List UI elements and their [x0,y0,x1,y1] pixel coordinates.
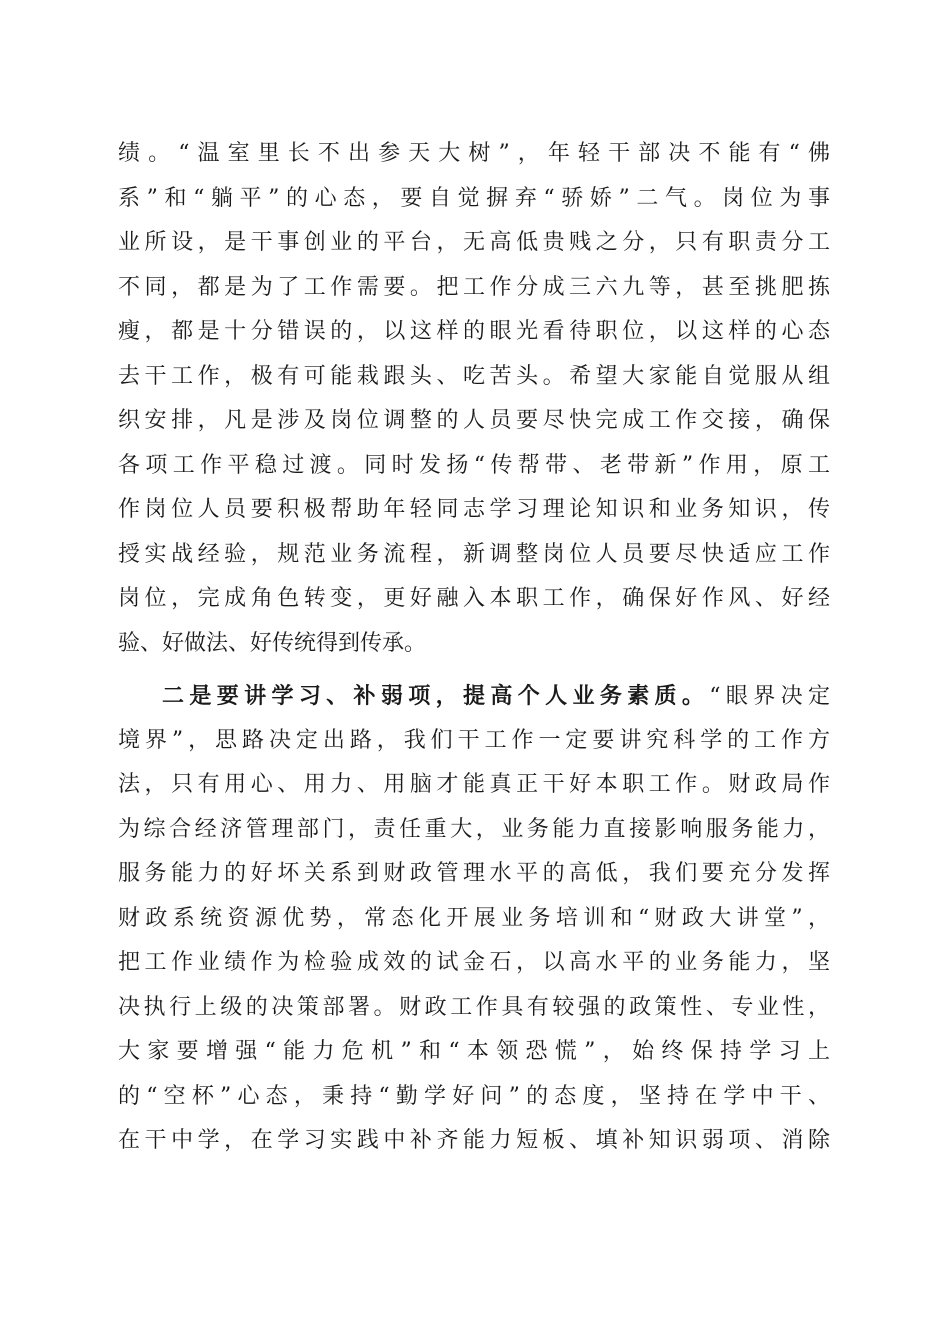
text-line: 验、好做法、好传统得到传承。 [118,630,427,656]
text-line: 在干中学，在学习实践中补齐能力短板、填补知识弱项、消除 [118,1128,830,1153]
text-line: 财政系统资源优势，常态化开展业务培训和“财政大讲堂”， [118,905,830,931]
text-line: 决执行上级的决策部署。财政工作具有较强的政策性、专业性， [118,994,830,1020]
text-line: 授实战经验，规范业务流程，新调整岗位人员要尽快适应工作 [118,541,830,567]
text-line: 系”和“躺平”的心态，要自觉摒弃“骄娇”二气。岗位为事 [118,185,830,211]
text-line: 境界”，思路决定出路，我们干工作一定要讲究科学的工作方 [118,727,830,753]
text-line: 的“空杯”心态，秉持“勤学好问”的态度，坚持在学中干、 [118,1083,830,1109]
text-line: 去干工作，极有可能栽跟头、吃苦头。希望大家能自觉服从组 [118,363,830,389]
text-line: 织安排，凡是涉及岗位调整的人员要尽快完成工作交接，确保 [118,408,830,433]
text-line: 不同，都是为了工作需要。把工作分成三六九等，甚至挑肥拣 [118,274,830,300]
text-line: 法，只有用心、用力、用脑才能真正干好本职工作。财政局作 [118,772,830,797]
paragraph-1 [118,132,830,666]
text-line: 绩。“温室里长不出参天大树”，年轻干部决不能有“佛 [118,141,830,166]
text-line: 大家要增强“能力危机”和“本领恐慌”，始终保持学习上 [118,1039,830,1064]
paragraph-first-line [118,674,830,719]
text-line: 服务能力的好坏关系到财政管理水平的高低，我们要充分发挥 [118,861,830,886]
text-span: “眼界决定 [709,684,830,709]
text-line: 岗位，完成角色转变，更好融入本职工作，确保好作风、好经 [118,586,830,611]
paragraph-2 [118,674,830,1164]
text-line: 作岗位人员要积极帮助年轻同志学习理论知识和业务知识，传 [118,497,830,522]
paragraph-heading: 二是要讲学习、补弱项，提高个人业务素质。 [162,683,710,709]
text-line: 各项工作平稳过渡。同时发扬“传帮带、老带新”作用，原工 [118,452,830,478]
text-line: 为综合经济管理部门，责任重大，业务能力直接影响服务能力， [118,816,830,842]
text-line: 瘦，都是十分错误的，以这样的眼光看待职位，以这样的心态 [118,319,830,344]
text-line: 把工作业绩作为检验成效的试金石，以高水平的业务能力，坚 [118,950,830,975]
text-line: 业所设，是干事创业的平台，无高低贵贱之分，只有职责分工 [118,230,830,255]
